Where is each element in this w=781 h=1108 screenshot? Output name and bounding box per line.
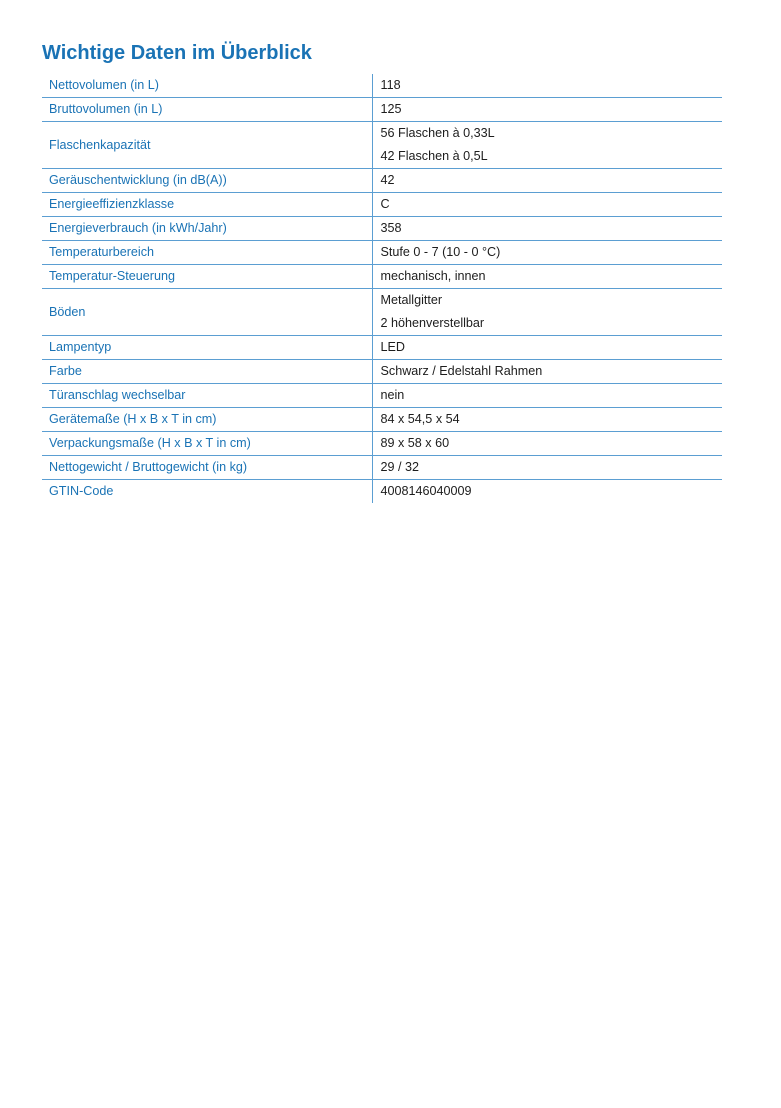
spec-value-line: nein: [380, 388, 405, 402]
spec-table-body: [42, 74, 722, 503]
spec-row: [42, 456, 722, 480]
spec-value-line: C: [380, 197, 390, 211]
spec-row: [42, 169, 722, 193]
spec-value: [372, 336, 722, 360]
spec-row: [42, 98, 722, 122]
spec-value-line: 29 / 32: [380, 460, 420, 474]
spec-label: Energieeffizienzklasse: [42, 193, 372, 217]
spec-row: [42, 265, 722, 289]
spec-label: Temperaturbereich: [42, 241, 372, 265]
spec-value-line: Schwarz / Edelstahl Rahmen: [380, 364, 543, 378]
spec-value-line: 358: [380, 221, 402, 235]
spec-value: [372, 384, 722, 408]
spec-value: [372, 408, 722, 432]
spec-value: [372, 98, 722, 122]
spec-label: Nettogewicht / Bruttogewicht (in kg): [42, 456, 372, 480]
spec-label: Geräuschentwicklung (in dB(A)): [42, 169, 372, 193]
spec-value-line: 42 Flaschen à 0,5L: [380, 149, 488, 163]
spec-row: [42, 408, 722, 432]
spec-label: GTIN-Code: [42, 480, 372, 504]
spec-row: [42, 74, 722, 98]
spec-label: Flaschenkapazität: [42, 122, 372, 169]
spec-row: [42, 289, 722, 336]
spec-value-line: 42: [380, 173, 395, 187]
spec-row: [42, 384, 722, 408]
spec-value: [372, 289, 722, 336]
spec-label: Farbe: [42, 360, 372, 384]
spec-label: Lampentyp: [42, 336, 372, 360]
page-title: Wichtige Daten im Überblick: [42, 42, 312, 64]
spec-label: Bruttovolumen (in L): [42, 98, 372, 122]
spec-label: Energieverbrauch (in kWh/Jahr): [42, 217, 372, 241]
spec-row: [42, 241, 722, 265]
spec-value-line: 4008146040009: [380, 484, 472, 498]
spec-value: [372, 265, 722, 289]
spec-value: [372, 193, 722, 217]
spec-row: [42, 217, 722, 241]
spec-row: [42, 122, 722, 169]
spec-value: [372, 169, 722, 193]
spec-value-line: Stufe 0 - 7 (10 - 0 °C): [380, 245, 501, 259]
spec-row: [42, 480, 722, 504]
spec-value: [372, 241, 722, 265]
spec-label: Gerätemaße (H x B x T in cm): [42, 408, 372, 432]
spec-value-line: 118: [380, 78, 401, 92]
spec-value-line: 125: [380, 102, 402, 116]
spec-value-line: mechanisch, innen: [380, 269, 486, 283]
spec-value: [372, 360, 722, 384]
spec-row: [42, 360, 722, 384]
spec-label: Nettovolumen (in L): [42, 74, 372, 98]
spec-table: [42, 74, 722, 503]
spec-value: [372, 480, 722, 504]
spec-value: [372, 122, 722, 169]
spec-value-line: 84 x 54,5 x 54: [380, 412, 460, 426]
spec-value: [372, 74, 722, 98]
spec-value: [372, 217, 722, 241]
spec-row: [42, 336, 722, 360]
spec-row: [42, 432, 722, 456]
spec-row: [42, 193, 722, 217]
spec-label: Temperatur-Steuerung: [42, 265, 372, 289]
spec-value-line: 2 höhenverstellbar: [380, 316, 485, 330]
spec-value-line: 56 Flaschen à 0,33L: [380, 126, 495, 140]
spec-label: Verpackungsmaße (H x B x T in cm): [42, 432, 372, 456]
spec-value: [372, 432, 722, 456]
spec-value-line: LED: [380, 340, 405, 354]
spec-label: Türanschlag wechselbar: [42, 384, 372, 408]
spec-value-line: 89 x 58 x 60: [380, 436, 450, 450]
spec-value: [372, 456, 722, 480]
spec-value-line: Metallgitter: [380, 293, 443, 307]
spec-label: Böden: [42, 289, 372, 336]
